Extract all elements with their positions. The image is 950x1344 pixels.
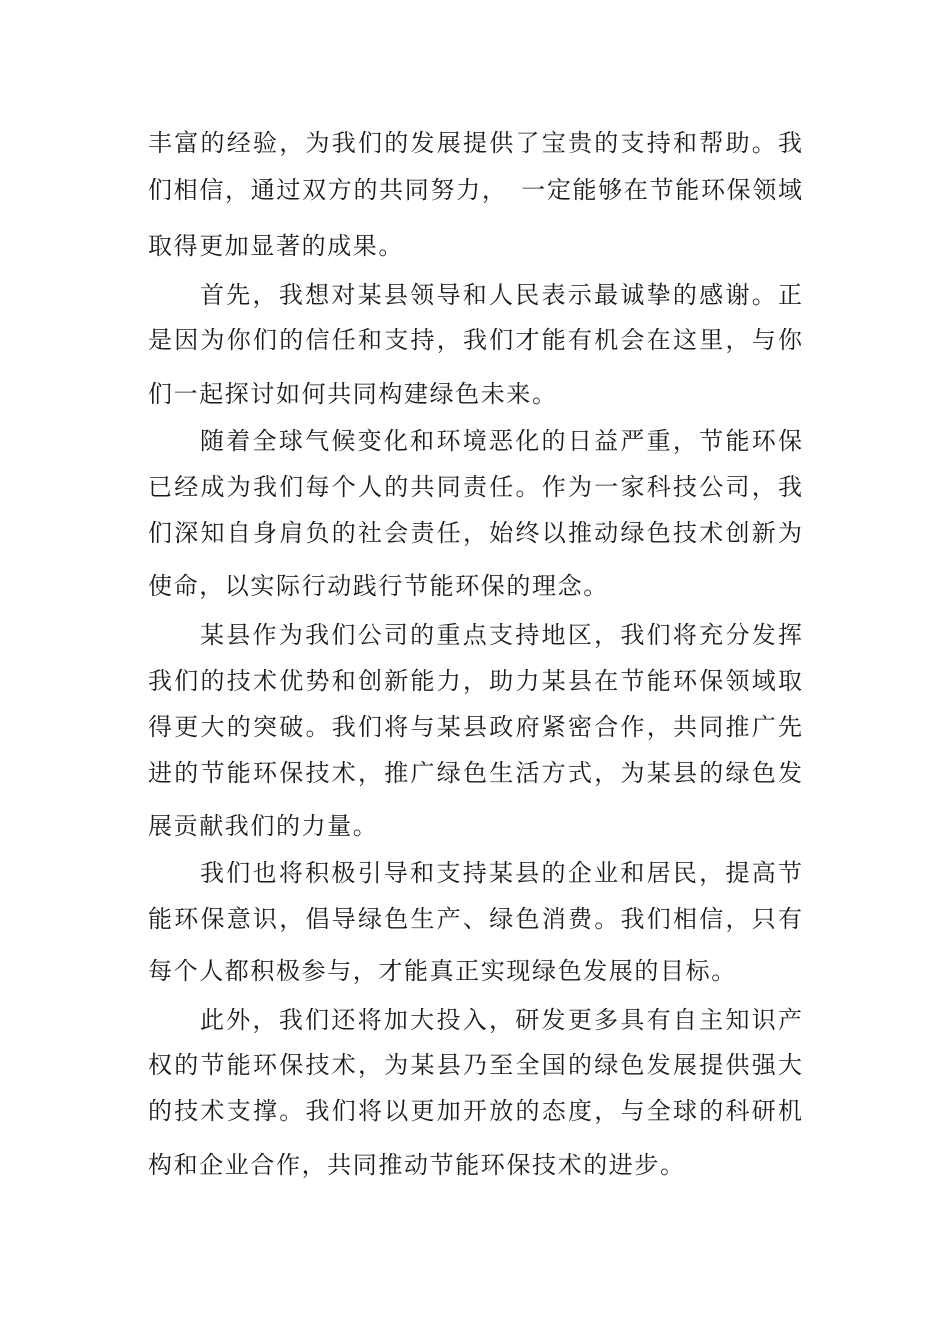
paragraph-6-line-4: 构和企业合作，共同推动节能环保技术的进步。 [148, 1151, 686, 1179]
paragraph-4-line-4: 进的节能环保技术，推广绿色生活方式，为某县的绿色发 [148, 759, 802, 787]
paragraph-6-line-1: 此外，我们还将加大投入，研发更多具有自主知识产 [200, 1006, 802, 1034]
paragraph-3-line-1: 随着全球气候变化和环境恶化的日益严重，节能环保 [200, 427, 802, 455]
paragraph-4-line-1: 某县作为我们公司的重点支持地区，我们将充分发挥 [200, 621, 802, 649]
paragraph-6-line-2: 权的节能环保技术，为某县乃至全国的绿色发展提供强大 [148, 1051, 802, 1079]
paragraph-3-line-2: 已经成为我们每个人的共同责任。作为一家科技公司，我 [148, 473, 802, 501]
paragraph-6-line-3: 的技术支撑。我们将以更加开放的态度，与全球的科研机 [148, 1097, 802, 1125]
paragraph-3-line-3: 们深知自身肩负的社会责任，始终以推动绿色技术创新为 [148, 519, 802, 547]
paragraph-4-line-2: 我们的技术优势和创新能力，助力某县在节能环保领域取 [148, 667, 802, 695]
paragraph-2-line-3: 们一起探讨如何共同构建绿色未来。 [148, 380, 558, 408]
paragraph-1-line-1: 丰富的经验，为我们的发展提供了宝贵的支持和帮助。我 [148, 129, 802, 157]
paragraph-5-line-3: 每个人都积极参与，才能真正实现绿色发展的目标。 [148, 957, 737, 985]
paragraph-1-line-3: 取得更加显著的成果。 [148, 232, 404, 260]
paragraph-4-line-5: 展贡献我们的力量。 [148, 812, 379, 840]
paragraph-1-line-2: 们相信，通过双方的共同努力， 一定能够在节能环保领域 [148, 176, 802, 204]
paragraph-4-line-3: 得更大的突破。我们将与某县政府紧密合作，共同推广先 [148, 713, 802, 741]
paragraph-5-line-1: 我们也将积极引导和支持某县的企业和居民，提高节 [200, 859, 802, 887]
paragraph-2-line-1: 首先，我想对某县领导和人民表示最诚挚的感谢。正 [200, 281, 802, 309]
paragraph-2-line-2: 是因为你们的信任和支持，我们才能有机会在这里，与你 [148, 326, 802, 354]
paragraph-5-line-2: 能环保意识，倡导绿色生产、绿色消费。我们相信，只有 [148, 905, 802, 933]
paragraph-3-line-4: 使命，以实际行动践行节能环保的理念。 [148, 572, 609, 600]
